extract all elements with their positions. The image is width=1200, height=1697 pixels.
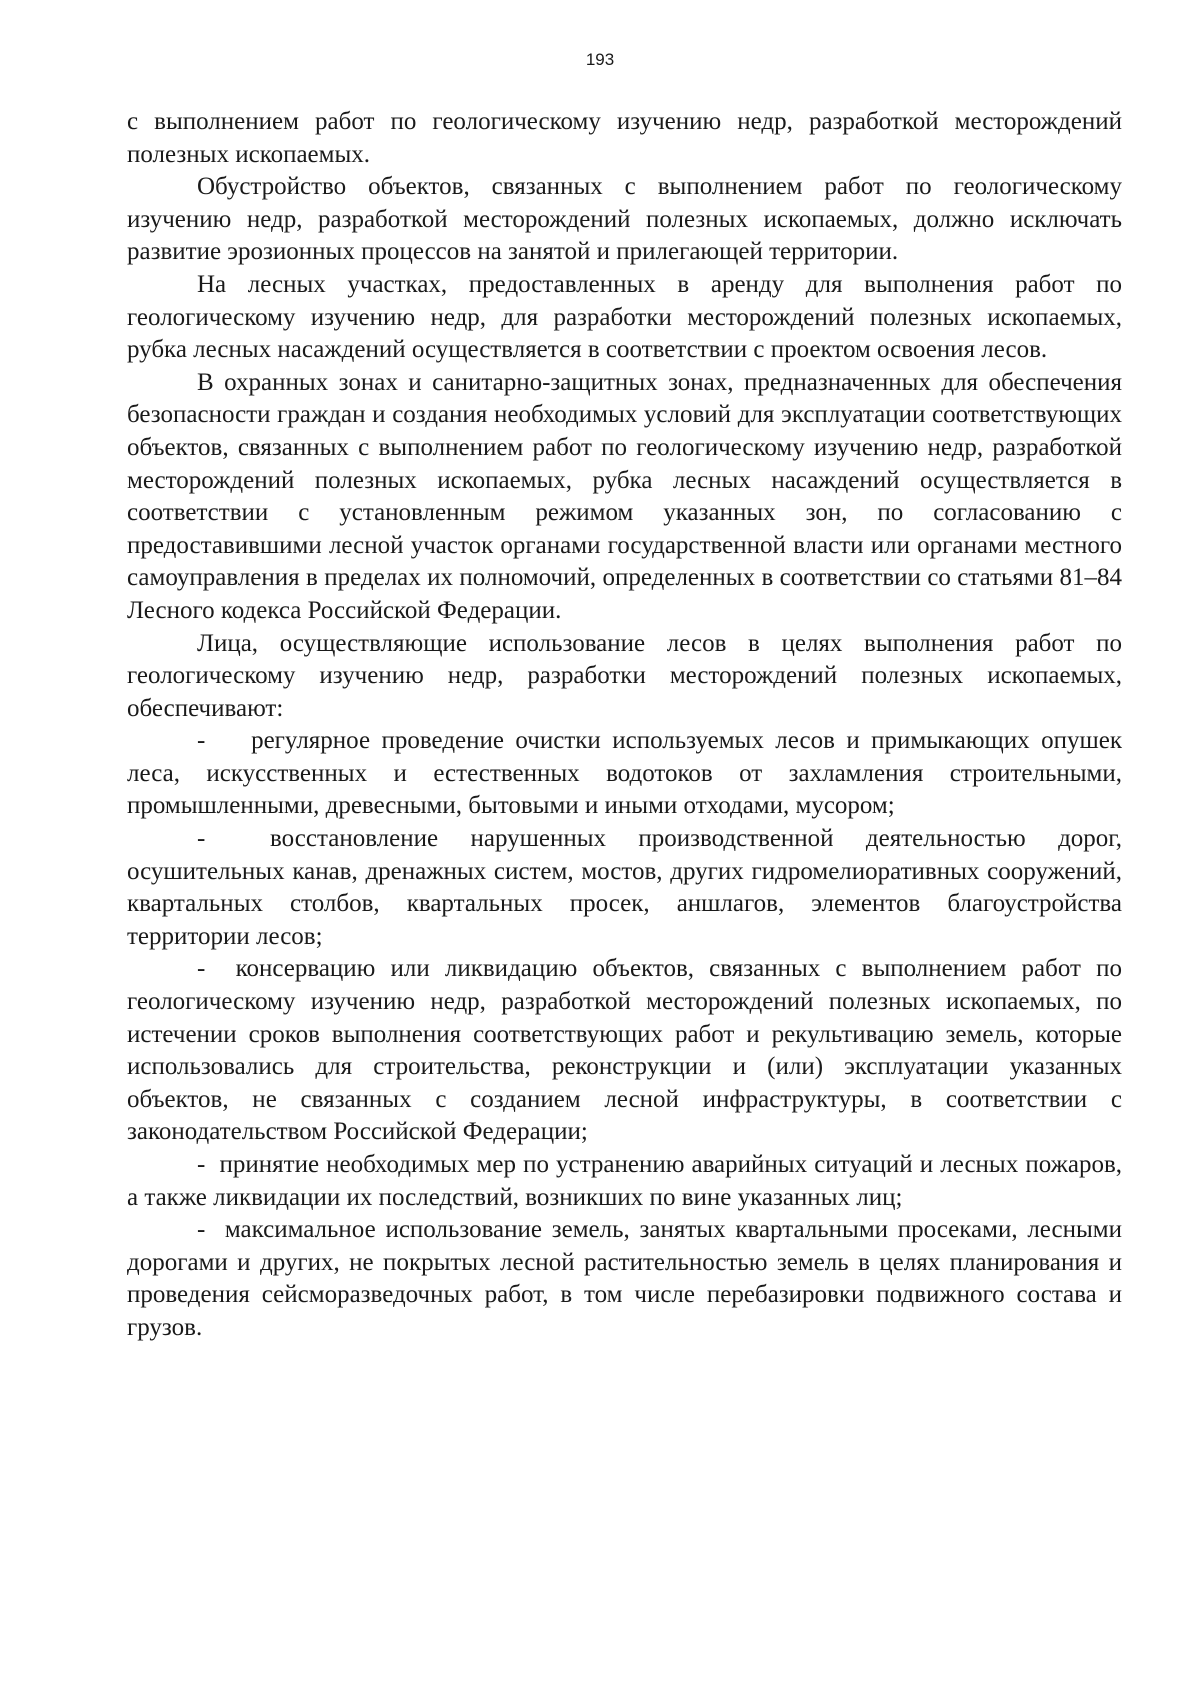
paragraph-continuation: с выполнением работ по геологическому изучению недр, разработкой месторождений полезных ископаемых. xyxy=(127,108,1122,168)
list-item-restoration: - восстановление нарушенных производственной деятельностью дорог, осушительных канав, дренажных систем, мостов, других гидромелиоративных сооружений, квартальных столбов, квартальных просек, аншлагов, элементов благоустройства территории лесов; xyxy=(127,825,1129,950)
list-item-conservation: - консервацию или ликвидацию объектов, связанных с выполнением работ по геологическому изучению недр, разработкой месторождений полезных ископаемых, по истечении сроков выполнения соответствующих работ и рекультивацию земель, которые использовались для строительства, реконструкции и (или) эксплуатации указанных объектов, не связанных с созданием лесной инфраструктуры, в соответствии с законодательством Российской Федерации; xyxy=(127,955,1129,1146)
list-item-cleaning: - регулярное проведение очистки используемых лесов и примыкающих опушек леса, искусственных и естественных водотоков от захламления строительными, промышленными, древесными, бытовыми и иными отходами, мусором; xyxy=(127,727,1129,820)
paragraph-protection-zones: В охранных зонах и санитарно-защитных зонах, предназначенных для обеспечения безопасности граждан и создания необходимых условий для эксплуатации соответствующих объектов, связанных с выполнением работ по геологическому изучению недр, разработкой месторождений полезных ископаемых, рубка лесных насаждений осуществляется в соответствии с установленным режимом указанных зон, по согласованию с предоставившими лесной участок органами государственной власти или органами местного самоуправления в пределах их полномочий, определенных в соответствии со статьями 81–84 Лесного кодекса Российской Федерации. xyxy=(127,368,1122,624)
paragraph-obligations-intro: Лица, осуществляющие использование лесов в целях выполнения работ по геологическому изучению недр, разработки месторождений полезных ископаемых, обеспечивают: xyxy=(127,629,1122,722)
document-body xyxy=(127,106,1129,1345)
page-number: 193 xyxy=(585,50,615,69)
paragraph-lease-plots: На лесных участках, предоставленных в аренду для выполнения работ по геологическому изучению недр, для разработки месторождений полезных ископаемых, рубка лесных насаждений осуществляется в соответствии с проектом освоения лесов. xyxy=(127,270,1122,364)
list-item-land-use: - максимальное использование земель, занятых квартальными просеками, лесными дорогами и других, не покрытых лесной растительностью земель в целях планирования и проведения сейсморазведочных работ, в том числе перебазировки подвижного состава и грузов. xyxy=(127,1216,1129,1341)
paragraph-construction: Обустройство объектов, связанных с выполнением работ по геологическому изучению недр, разработкой месторождений полезных ископаемых, должно исключать развитие эрозионных процессов на занятой и прилегающей территории. xyxy=(127,173,1122,266)
list-item-emergency-measures: - принятие необходимых мер по устранению аварийных ситуаций и лесных пожаров, а также ликвидации их последствий, возникших по вине указанных лиц; xyxy=(127,1151,1129,1211)
